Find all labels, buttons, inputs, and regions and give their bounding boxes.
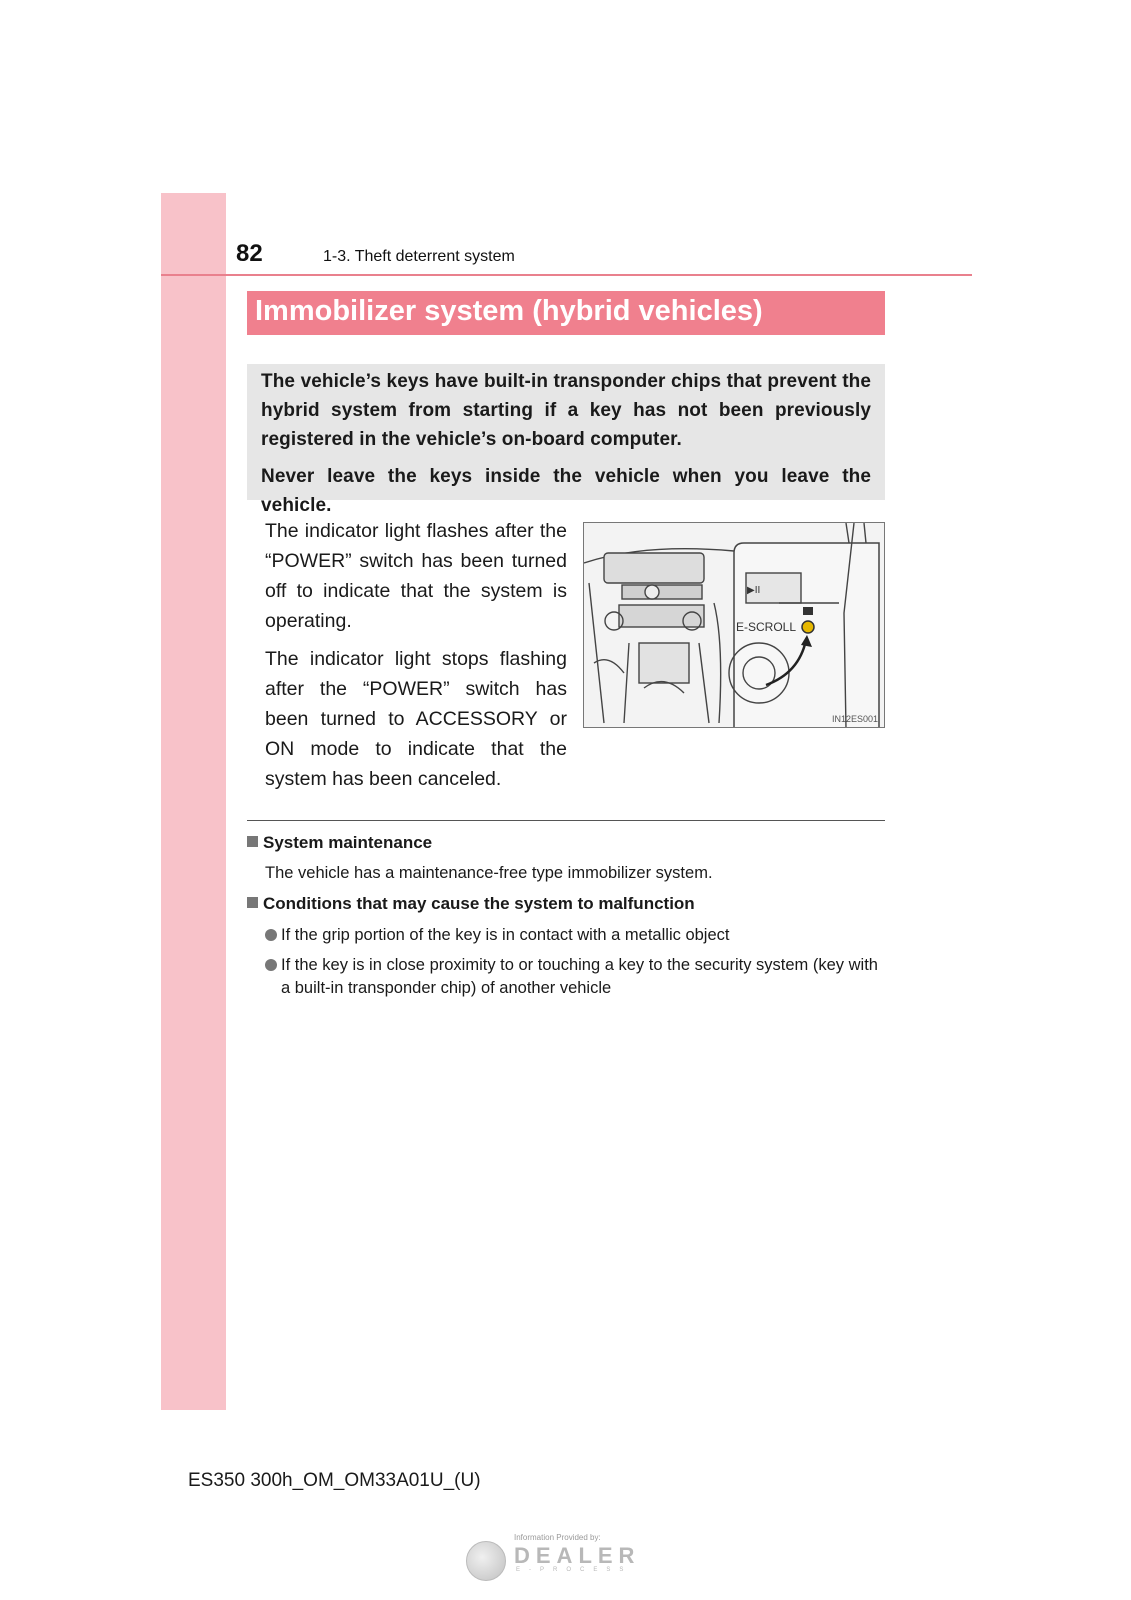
description	[265, 516, 567, 802]
document-code: ES350 300h_OM_OM33A01U_(U)	[188, 1470, 481, 1491]
page-title: Immobilizer system (hybrid vehicles)	[255, 295, 763, 327]
svg-text:▶II: ▶II	[747, 585, 761, 596]
intro-warning: Never leave the keys inside the vehicle when you leave the vehicle.	[261, 466, 871, 516]
maintenance-text: The vehicle has a maintenance-free type immobilizer system.	[265, 864, 713, 882]
indicator-light-icon	[802, 621, 814, 633]
intro-paragraph: The vehicle’s keys have built-in transponder chips that prevent the hybrid system from starting if a key has not been previously registered in the vehicle’s on-board computer.	[261, 371, 871, 450]
condition-item-text: If the grip portion of the key is in contact with a metallic object	[281, 926, 730, 944]
round-bullet-icon	[265, 929, 277, 941]
page-number: 82	[236, 240, 263, 267]
dashboard-illustration	[583, 522, 885, 728]
section-title: 1-3. Theft deterrent system	[323, 248, 515, 265]
conditions-heading-text: Conditions that may cause the system to malfunction	[263, 894, 695, 913]
square-bullet-icon	[247, 897, 258, 908]
maintenance-heading-text: System maintenance	[263, 833, 433, 852]
round-bullet-icon	[265, 959, 277, 971]
figure-code: IN12ES001	[831, 714, 878, 724]
condition-item-text: If the key is in close proximity to or touching a key to the security system (key with a built-in transponder chip) of another vehicle	[281, 956, 878, 997]
description-paragraph-1: The indicator light flashes after the “POWER” switch has been turned off to indicate that the system is operating.	[265, 520, 567, 632]
description-paragraph-2: The indicator light stops flashing after the “POWER” switch has been turned to ACCESSORY or ON mode to indicate that the system has been canceled.	[265, 648, 567, 790]
conditions-heading	[247, 894, 695, 914]
intro-box	[247, 364, 885, 516]
title-bar	[247, 291, 885, 335]
dashboard-drawing	[584, 523, 885, 728]
scroll-label: E-SCROLL	[736, 620, 797, 634]
watermark-subtext: E-PROCESS	[516, 1567, 633, 1573]
condition-item	[265, 954, 885, 1000]
maintenance-heading	[247, 833, 432, 853]
condition-item	[265, 924, 885, 947]
dealer-logo-icon	[466, 1541, 506, 1581]
header-rule	[161, 274, 972, 276]
chapter-side-tab	[161, 193, 226, 1410]
section-divider	[247, 820, 885, 821]
lock-icon	[803, 607, 813, 615]
watermark-word: DEALER	[514, 1543, 641, 1568]
watermark-caption: Information Provided by:	[514, 1533, 601, 1542]
dealer-watermark	[466, 1533, 656, 1583]
square-bullet-icon	[247, 836, 258, 847]
